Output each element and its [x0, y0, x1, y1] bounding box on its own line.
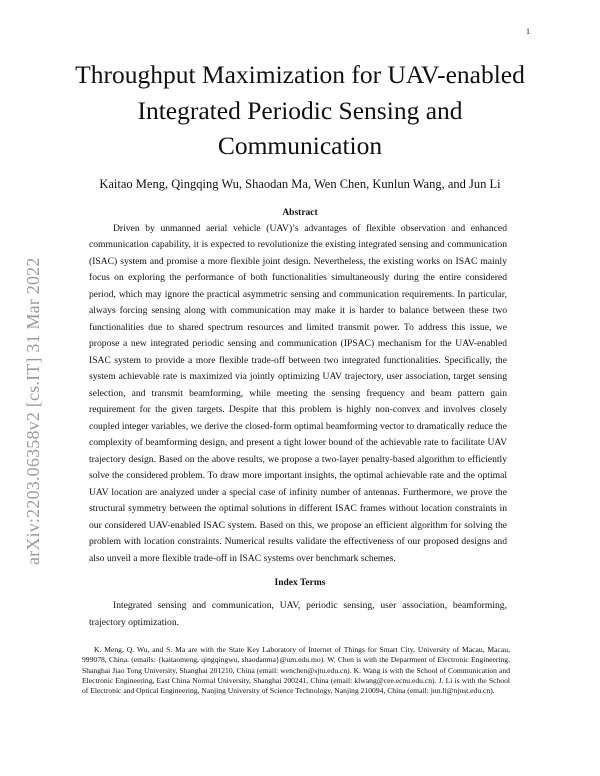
paper-title-line-3: Communication	[217, 131, 383, 160]
arxiv-identifier: arXiv:2203.06358v2 [cs.IT] 31 Mar 2022	[23, 257, 43, 565]
page-number: 1	[526, 27, 530, 36]
index-terms-text: Integrated sensing and communication, UAV, periodic sensing, user association, beamforming, trajectory optimization.	[89, 600, 507, 628]
abstract-heading: Abstract	[282, 208, 318, 218]
abstract-text: Driven by unmanned aerial vehicle (UAV)’s advantages of flexible observation and enhanced communication capability, it is expected to revolutionize the existing integrated sensing and communication (ISAC) system and promise a more flexible joint design. Nevertheless, the existing works on ISAC mainly focus on exploring the performance of both functionalities simultaneously during the entire considered period, which may ignore the practical asymmetric sensing and communication requirements. In particular, always forcing sensing along with communication may make it is harder to balance between these two functionalities due to shared spectrum resources and limited transmit power. To address this issue, we propose a new integrated periodic sensing and communication (IPSAC) mechanism for the UAV-enabled ISAC system to provide a more flexible trade-off between two integrated functionalities. Specifically, the system achievable rate is maximized via jointly optimizing UAV trajectory, user association, target sensing selection, and transmit beamforming, while meeting the sensing frequency and beam pattern gain requirement for the given targets. Despite that this problem is highly non-convex and involves closely coupled integer variables, we derive the closed-form optimal beamforming vector to dramatically reduce the complexity of beamforming design, and present a tight lower bound of the achievable rate to facilitate UAV trajectory design. Based on the above results, we propose a two-layer penalty-based algorithm to efficiently solve the considered problem. To draw more important insights, the optimal achievable rate and the optimal UAV location are analyzed under a special case of infinity number of antennas. Furthermore, we prove the structural symmetry between the optimal solutions in different ISAC frames without location constraints in our considered UAV-enabled ISAC system. Based on this, we propose an efficient algorithm for solving the problem with location constraints. Numerical results validate the effectiveness of our proposed designs and also unveil a more flexible trade-off in ISAC systems over benchmark schemes.	[89, 223, 507, 564]
index-terms-heading: Index Terms	[274, 578, 326, 588]
author-affiliation-footnote: K. Meng, Q. Wu, and S. Ma are with the State Key Laboratory of Internet of Things for Smart City, University of Macau, Macau, 999078, China. (emails: {kaitaomeng, qingqingwu, shaodanma}@um.edu.mo). W. Chen is with the Department of Electronic Engineering, Shanghai Jiao Tong University, Shanghai 201210, China (email: wenchen@sjtu.edu.cn). K. Wang is with the School of Communication and Electronic Engineering, East China Normal University, Shanghai 200241, China (email: klwang@cee.ecnu.edu.cn). J. Li is with the School of Electronic and Optical Engineering, Nanjing University of Science Technology, Nanjing 210094, China (email: jun.li@njust.edu.cn).	[82, 645, 510, 696]
paper-title-line-2: Integrated Periodic Sensing and	[137, 95, 463, 125]
author-list: Kaitao Meng, Qingqing Wu, Shaodan Ma, Wen Chen, Kunlun Wang, and Jun Li	[99, 177, 501, 191]
paper-title-line-1: Throughput Maximization for UAV-enabled	[75, 60, 525, 89]
paper-title	[60, 57, 540, 164]
